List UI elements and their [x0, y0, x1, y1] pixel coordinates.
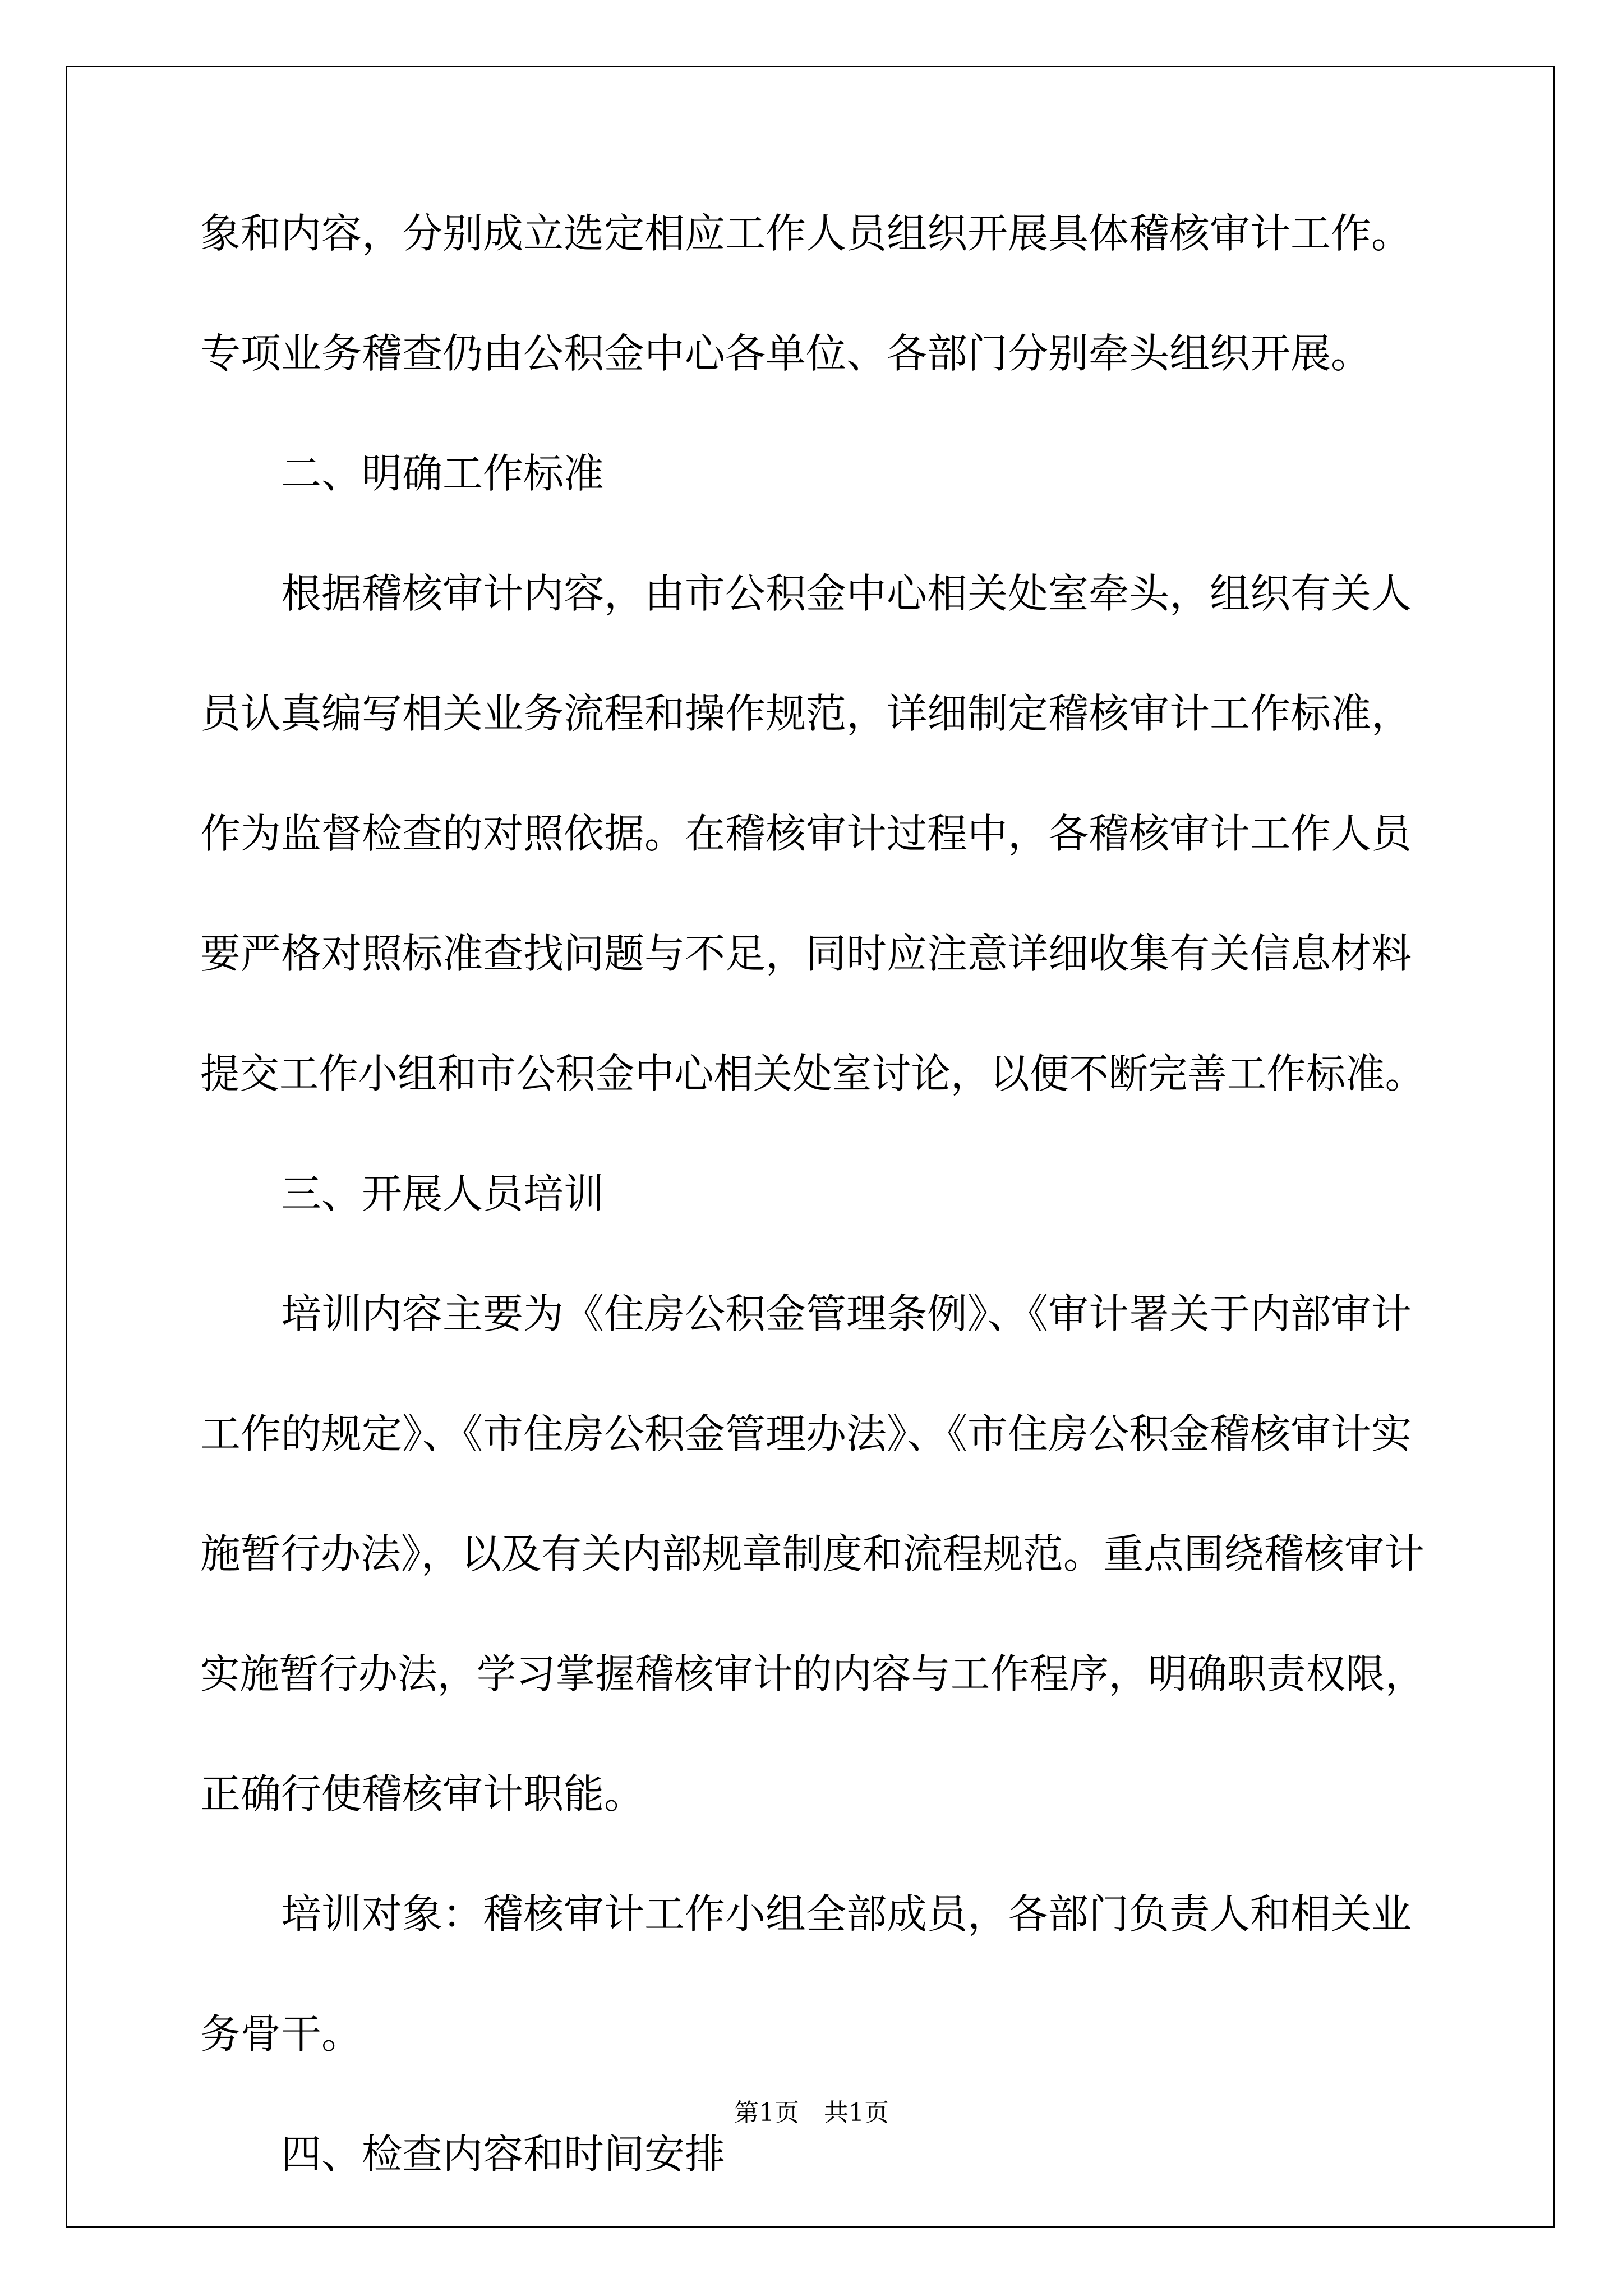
section-heading: 四、检查内容和时间安排	[281, 2131, 726, 2178]
body-line: 员认真编写相关业务流程和操作规范，详细制定稽核审计工作标准，	[200, 690, 1412, 737]
body-line: 施暂行办法》，以及有关内部规章制度和流程规范。重点围绕稽核审计	[200, 1530, 1424, 1577]
body-line: 务骨干。	[200, 2010, 362, 2058]
body-line: 象和内容，分别成立选定相应工作人员组织开展具体稽核审计工作。	[200, 210, 1412, 257]
body-line: 实施暂行办法，学习掌握稽核审计的内容与工作程序，明确职责权限，	[200, 1650, 1424, 1697]
body-line: 工作的规定》、《市住房公积金管理办法》、《市住房公积金稽核审计实	[200, 1410, 1412, 1457]
body-line: 作为监督检查的对照依据。在稽核审计过程中，各稽核审计工作人员	[200, 810, 1412, 857]
body-line: 培训对象：稽核审计工作小组全部成员，各部门负责人和相关业	[281, 1890, 1412, 1938]
section-heading: 三、开展人员培训	[281, 1170, 605, 1217]
body-line: 要严格对照标准查找问题与不足，同时应注意详细收集有关信息材料	[200, 930, 1412, 977]
body-line: 提交工作小组和市公积金中心相关处室讨论，以便不断完善工作标准。	[200, 1050, 1424, 1097]
body-line: 正确行使稽核审计职能。	[200, 1770, 645, 1818]
page-number: 第1页 共1页	[734, 2099, 889, 2127]
body-line: 培训内容主要为《住房公积金管理条例》、《审计署关于内部审计	[281, 1290, 1412, 1337]
section-heading: 二、明确工作标准	[281, 450, 605, 497]
body-line: 专项业务稽查仍由公积金中心各单位、各部门分别牵头组织开展。	[200, 330, 1372, 377]
body-line: 根据稽核审计内容，由市公积金中心相关处室牵头，组织有关人	[281, 570, 1412, 617]
